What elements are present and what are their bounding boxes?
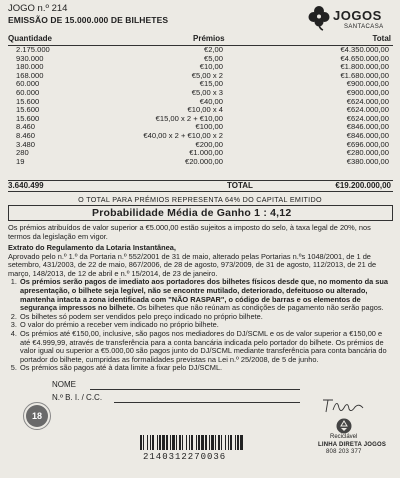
prize-total: €4.350.000,00 <box>340 45 389 54</box>
barcode-bar <box>221 435 222 450</box>
recycle-icon <box>336 418 352 434</box>
regulation-item-text: Os bilhetes que não reúnam as condições de pagamento não serão pagos. <box>135 303 384 313</box>
barcode-bar <box>147 435 148 450</box>
barcode-bar <box>152 435 154 450</box>
barcode-bar <box>166 435 168 450</box>
prize-quantity: 930.000 <box>16 53 44 63</box>
column-total: Total <box>372 34 391 43</box>
prize-total: €846.000,00 <box>346 122 389 132</box>
barcode-bar <box>211 435 214 450</box>
tax-note <box>8 224 393 241</box>
prize-value: €100,00 <box>195 122 223 132</box>
prize-value: €10,00 x 4 <box>187 105 223 115</box>
jogos-logo <box>308 5 384 37</box>
total-label: TOTAL <box>227 181 253 190</box>
prize-value: €2,00 <box>203 45 223 54</box>
name-field[interactable] <box>90 389 300 390</box>
prize-total: €624.000,00 <box>346 96 389 106</box>
name-label: NOME <box>52 380 76 389</box>
prize-row <box>8 158 393 167</box>
barcode-bar <box>237 435 239 450</box>
prize-total: €280.000,00 <box>346 148 389 158</box>
percentage-note: O TOTAL PARA PRÉMIOS REPRESENTA 64% DO CAPITAL EMITIDO <box>78 195 322 204</box>
barcode-bar <box>170 435 171 450</box>
barcode-bar <box>191 435 193 450</box>
prize-quantity: 15.600 <box>16 113 40 123</box>
regulation-list <box>8 278 393 373</box>
barcode-bar <box>196 435 197 450</box>
barcode-bar <box>140 435 142 450</box>
clover-icon <box>308 5 330 31</box>
signature <box>319 394 367 418</box>
prize-quantity: 60.000 <box>16 79 40 89</box>
id-field[interactable] <box>114 402 300 403</box>
prize-value: €1.000,00 <box>189 148 223 158</box>
barcode-bar <box>209 435 210 450</box>
barcode-bar <box>179 435 181 450</box>
prize-quantity: 15.600 <box>16 96 40 106</box>
total-amount: €19.200.000,00 <box>335 181 391 190</box>
barcode-bar <box>215 435 216 450</box>
prize-quantity: 2.175.000 <box>16 45 50 54</box>
prize-total: €1.800.000,00 <box>340 62 389 72</box>
prize-quantity: 280 <box>16 148 29 158</box>
prize-total: €624.000,00 <box>346 113 389 123</box>
prize-value: €15,00 x 2 + €10,00 <box>155 113 223 123</box>
prize-total: €846.000,00 <box>346 130 389 140</box>
regulation-item-text: O valor do prémio a receber vem indicado no próprio bilhete. <box>20 320 219 330</box>
hotline-label: LINHA DIRETA JOGOS <box>318 442 387 448</box>
regulation-item-text: Os prémios até €150,00, inclusive, são pagos nos mediadores do DJ/SCML e os de valor superior a €150,00 e até €4.999,99, através de transferência para a conta bancária indicada pelo portador do bilhete. Os prémios de valor igual ou superior a €5.000,00 são pagos junto do DJ/SCML mediante transferência para conta bancária do portador do bilhete, cumpridas as formalidades previstas na Lei n.º 25/2008, de 5 de junho. <box>20 328 387 364</box>
prize-value: €5,00 x 2 <box>191 70 223 80</box>
prize-quantity: 8.460 <box>16 130 36 140</box>
barcode-bar <box>235 435 236 450</box>
prize-total: €900.000,00 <box>346 87 389 97</box>
tax-note-text: Os prémios atribuídos de valor superior a €5.000,00 estão sujeitos a imposto do selo, à taxa legal de 20%, nos termos da legislação em vigor. <box>8 223 371 241</box>
regulation-item-text: Os bilhetes só podem ser vendidos pelo preço indicado no próprio bilhete. <box>20 311 263 321</box>
game-number: JOGO n.º 214 <box>8 3 68 14</box>
barcode <box>140 435 244 450</box>
barcode-bar <box>240 435 243 450</box>
prize-value: €40,00 x 2 + €10,00 x 2 <box>143 130 223 140</box>
prize-value: €5,00 x 3 <box>191 87 223 97</box>
prize-total: €1.680.000,00 <box>340 70 389 80</box>
barcode-number: 2140312270036 <box>143 452 227 462</box>
emission-title: EMISSÃO DE 15.000.000 DE BILHETES <box>8 15 169 25</box>
barcode-bar <box>189 435 190 450</box>
prize-total: €4.650.000,00 <box>340 53 389 63</box>
total-bottom-divider <box>8 191 393 192</box>
barcode-bar <box>201 435 204 450</box>
prize-quantity: 3.480 <box>16 139 36 149</box>
barcode-bar <box>162 435 165 450</box>
prize-quantity: 8.460 <box>16 122 36 132</box>
prize-quantity: 180.000 <box>16 62 44 72</box>
regulation-title: Extrato do Regulamento da Lotaria Instantânea, <box>8 243 176 252</box>
id-label: N.º B. I. / C.C. <box>52 393 103 402</box>
prize-total: €696.000,00 <box>346 139 389 149</box>
barcode-bar <box>186 435 187 450</box>
prize-total-row <box>8 181 393 191</box>
regulation-item-text: Os prémios são pagos até à data limite a fixar pelo DJ/SCML. <box>20 363 223 373</box>
barcode-bar <box>205 435 207 450</box>
prize-value: €5,00 <box>203 53 223 63</box>
barcode-bar <box>228 435 229 450</box>
column-prizes: Prémios <box>193 34 225 43</box>
prize-quantity: 60.000 <box>16 87 40 97</box>
barcode-bar <box>159 435 161 450</box>
prize-row <box>8 46 393 55</box>
column-quantity: Quantidade <box>8 34 53 43</box>
regulation-extract <box>8 244 393 373</box>
brand-name: JOGOS <box>333 8 382 23</box>
prize-value: €15,00 <box>199 79 223 89</box>
brand-subtitle: SANTACASA <box>344 24 384 30</box>
age-badge-text: 18 <box>31 411 42 421</box>
prize-total: €380.000,00 <box>346 156 389 166</box>
barcode-bar <box>176 435 177 450</box>
total-quantity: 3.640.499 <box>8 181 44 190</box>
barcode-bar <box>218 435 220 450</box>
regulation-item-bold: Os prémios serão pagos de imediato aos portadores dos bilhetes físicos desde que, no momento da sua apresentação, o bilhete seja legível, não se encontre mutilado, deteriorado, defeituoso ou alterado, mantenha intacta a zona identificada com "NÃO RASPAR", o código de barras e os elementos de segurança impressos no bilhete. <box>20 277 388 313</box>
regulation-body: Aprovado pelo n.º 1.º da Portaria n.º 552/2001 de 31 de maio, alterado pelas Portarias n.ºs 1048/2001, de 1 de setembro, 431/2003, de 22 de maio, 867/2006, de 28 de agosto, 973/2009, de 31 de agosto, 112/2013, de 21 de março, 148/2013, de 12 de abril e n.º 15/2014, de 23 de janeiro. <box>8 251 377 278</box>
hotline-number: 808 203 377 <box>326 449 362 455</box>
prize-total: €900.000,00 <box>346 79 389 89</box>
prize-value: €10,00 <box>199 62 223 72</box>
regulation-item <box>19 364 393 373</box>
regulation-item <box>19 330 393 364</box>
barcode-bar <box>198 435 200 450</box>
prize-quantity: 15.600 <box>16 105 40 115</box>
prize-quantity: 168.000 <box>16 70 44 80</box>
barcode-bar <box>230 435 232 450</box>
prize-value: €40,00 <box>199 96 223 106</box>
barcode-bar <box>225 435 226 450</box>
prize-quantity: 19 <box>16 156 25 166</box>
prize-total: €624.000,00 <box>346 105 389 115</box>
probability-box <box>8 205 393 221</box>
barcode-bar <box>150 435 151 450</box>
age-18-badge <box>26 405 48 427</box>
barcode-bar <box>172 435 175 450</box>
barcode-bar <box>157 435 158 450</box>
barcode-bar <box>143 435 144 450</box>
regulation-item <box>19 278 393 312</box>
prize-value: €200,00 <box>195 139 223 149</box>
barcode-bar <box>182 435 183 450</box>
probability-text: Probabilidade Média de Ganho 1 : 4,12 <box>92 207 292 219</box>
prize-value: €20.000,00 <box>184 156 223 166</box>
prize-table-body <box>8 46 393 166</box>
recycle-label: Reciclável <box>330 434 358 440</box>
